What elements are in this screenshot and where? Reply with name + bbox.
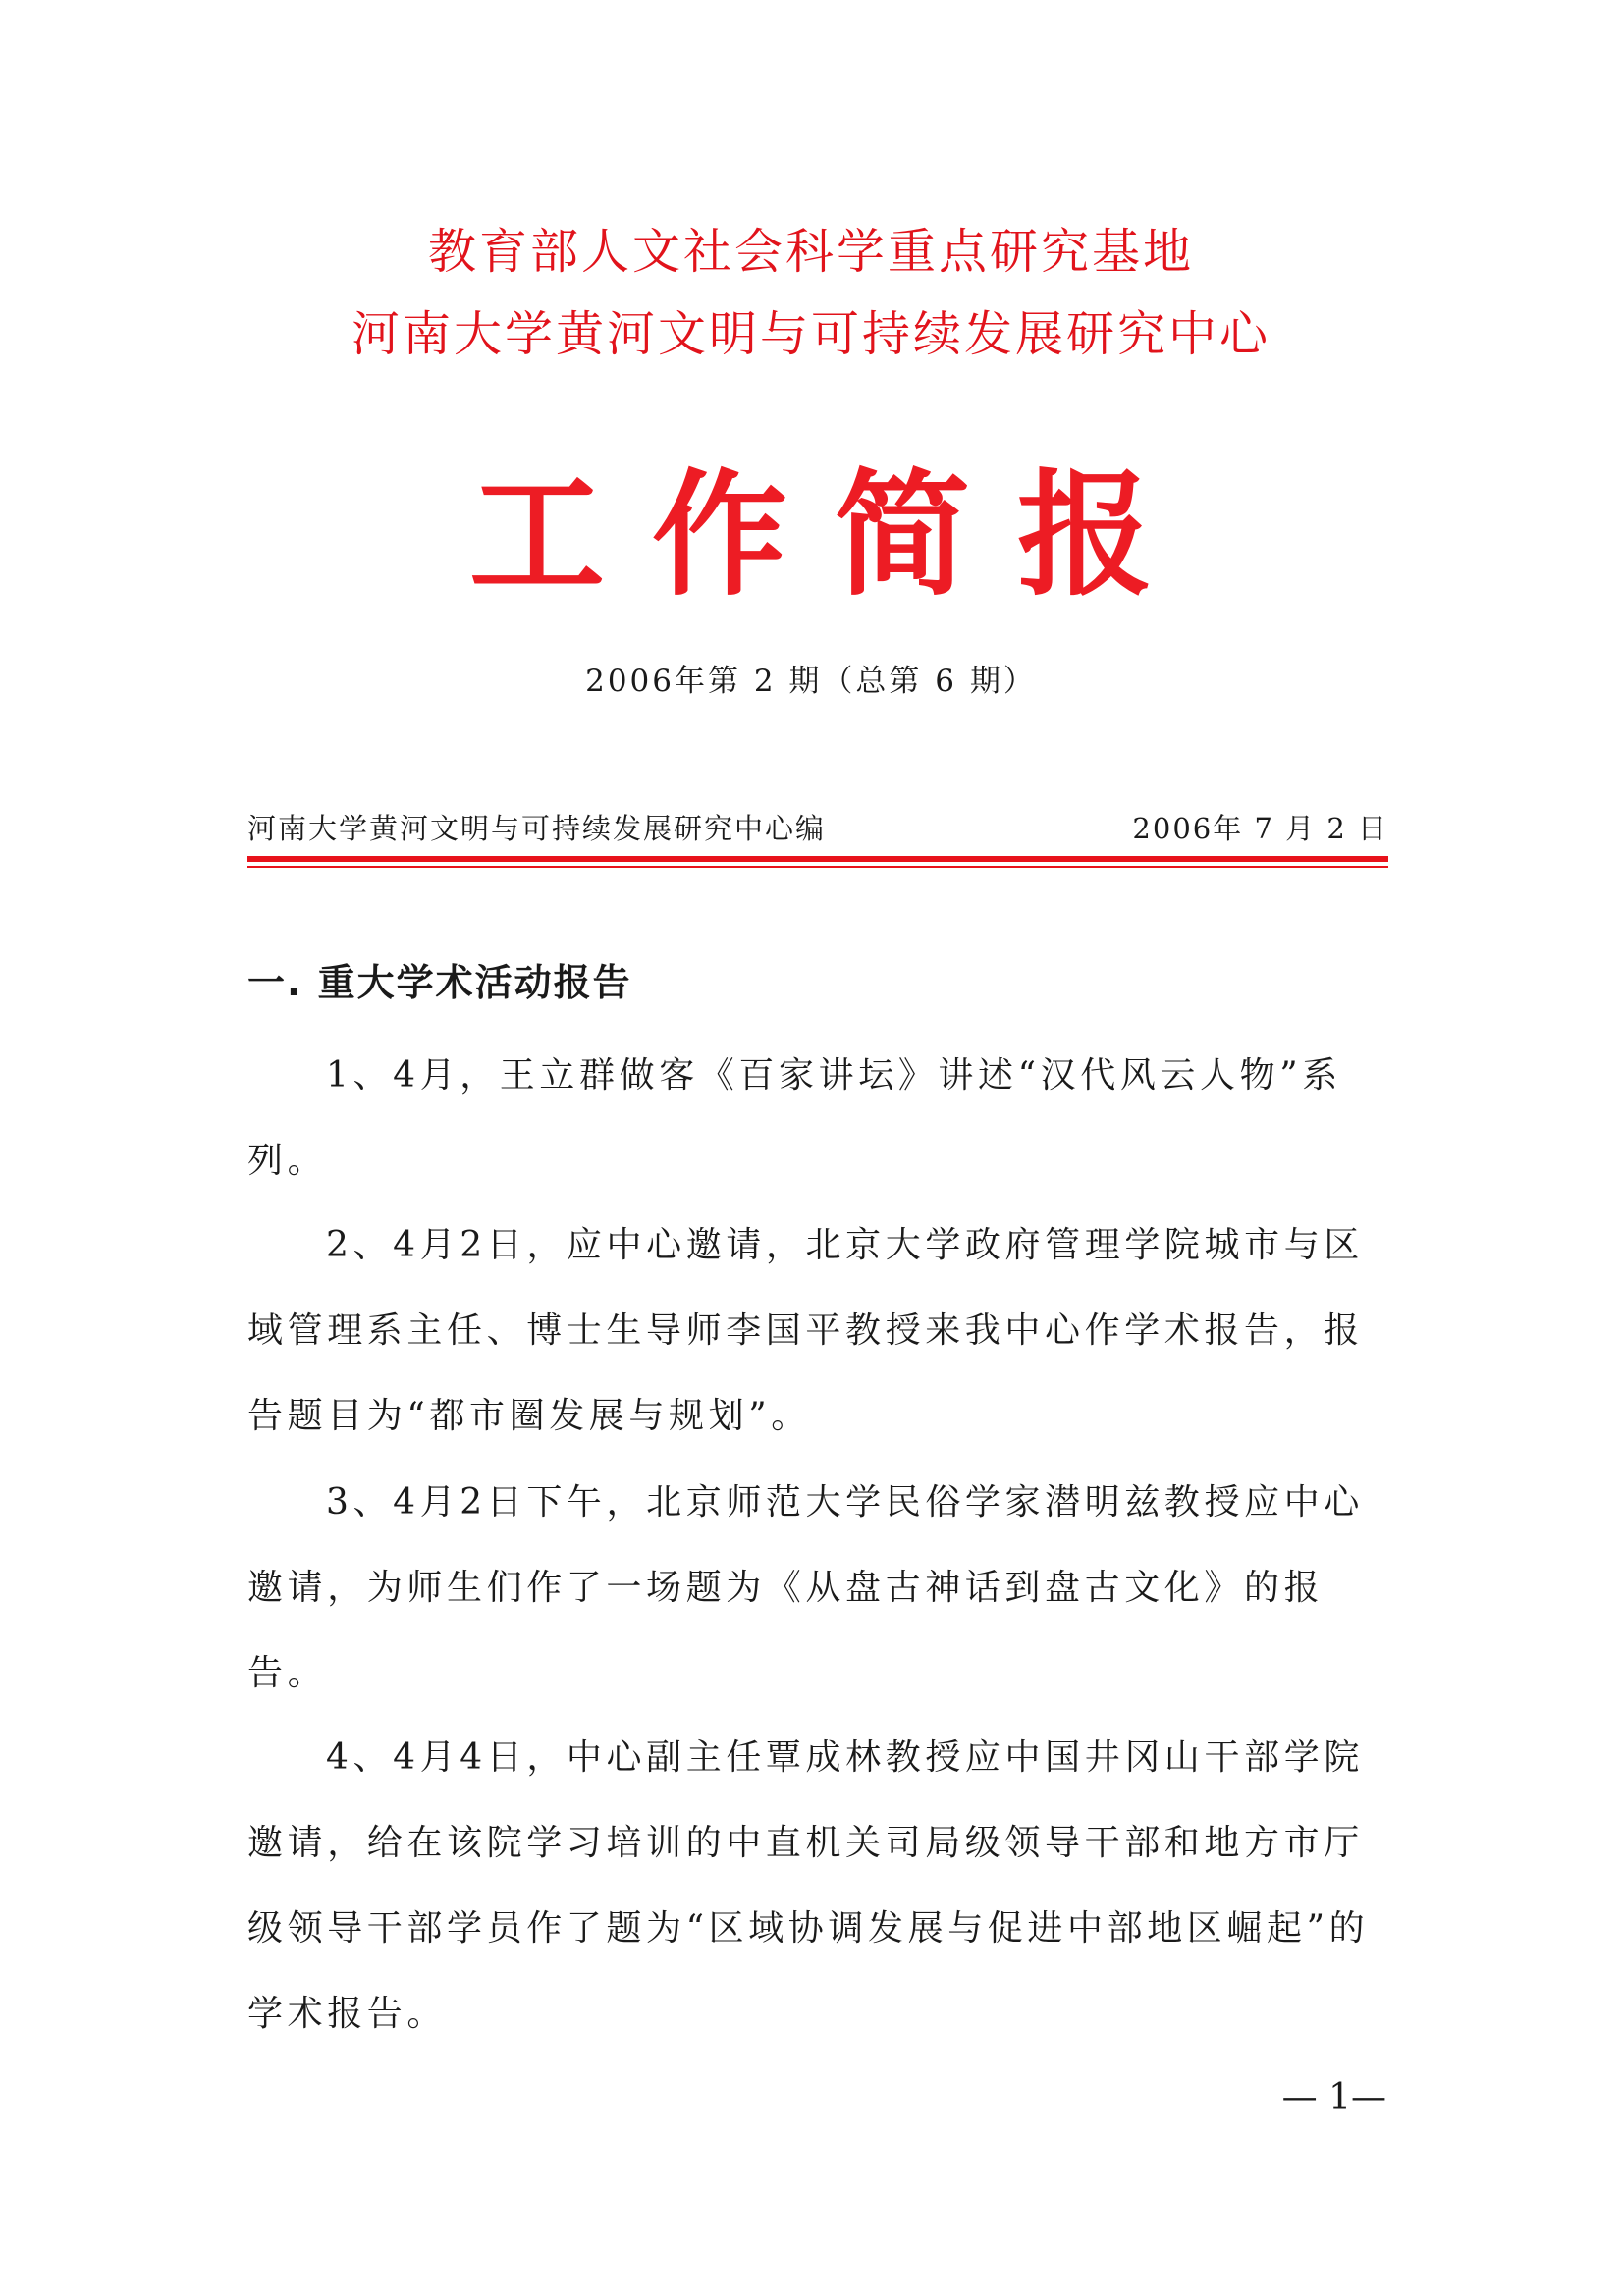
editor-label: 河南大学黄河文明与可持续发展研究中心编 bbox=[247, 812, 827, 845]
paragraph-1: 1、4月，王立群做客《百家讲坛》讲述“汉代风云人物”系列。 bbox=[247, 1055, 1342, 1181]
section-heading: 一. 重大学术活动报告 bbox=[247, 961, 632, 1004]
issue-number: 2006年第 2 期（总第 6 期） bbox=[585, 664, 1037, 699]
paragraph-2: 2、4月2日，应中心邀请，北京大学政府管理学院城市与区域管理系主任、博士生导师李国平教授来我中心作学术报告，报告题目为“都市圈发展与规划”。 bbox=[247, 1225, 1364, 1436]
paragraph-3: 3、4月2日下午，北京师范大学民俗学家潜明兹教授应中心邀请，为师生们作了一场题为《从盘古神话到盘古文化》的报告。 bbox=[247, 1482, 1364, 1693]
divider-thin bbox=[247, 866, 1388, 868]
org-line-1: 教育部人文社会科学重点研究基地 bbox=[427, 224, 1194, 280]
bulletin-title: 工作简报 bbox=[468, 456, 1200, 614]
page-number: — 1— bbox=[1281, 2077, 1386, 2117]
divider-thick bbox=[247, 856, 1388, 862]
paragraph-4: 4、4月4日，中心副主任覃成林教授应中国井冈山干部学院邀请，给在该院学习培训的中直机关司局级领导干部和地方市厅级领导干部学员作了题为“区域协调发展与促进中部地区崛起”的学术报告。 bbox=[247, 1737, 1370, 2034]
publish-date: 2006年 7 月 2 日 bbox=[1132, 812, 1388, 845]
org-line-2: 河南大学黄河文明与可持续发展研究中心 bbox=[351, 306, 1271, 362]
